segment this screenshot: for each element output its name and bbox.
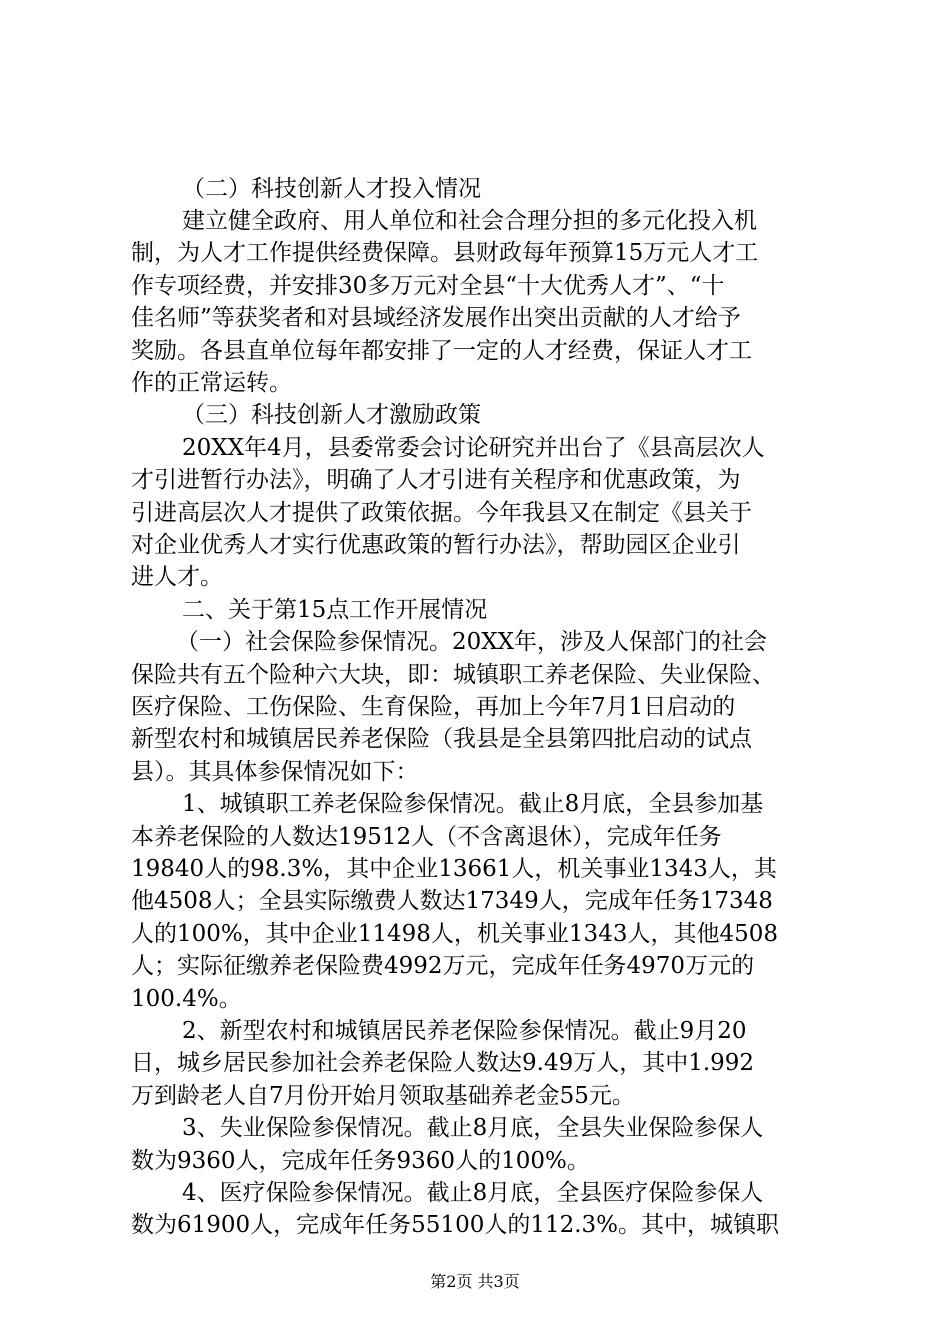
text-line: （三）科技创新人才激励政策: [182, 402, 481, 428]
text-line: 本养老保险的人数达19512人（不含离退休），完成年任务: [131, 824, 722, 850]
text-line: 对企业优秀人才实行优惠政策的暂行办法》，帮助园区企业引: [131, 532, 741, 558]
text-line: 作专项经费，并安排30多万元对全县“十大优秀人才”、“十: [131, 273, 725, 299]
text-line: 19840人的98.3%，其中企业13661人，机关事业1343人，其: [131, 856, 777, 882]
text-line: 人的100%，其中企业11498人，机关事业1343人，其他4508: [131, 921, 778, 947]
text-line: 县）。其具体参保情况如下：: [131, 759, 419, 785]
text-line: （一）社会保险参保情况。20XX年，涉及人保部门的社会: [176, 629, 768, 655]
text-line: 3、失业保险参保情况。截止8月底，全县失业保险参保人: [182, 1115, 764, 1141]
text-line: 4、医疗保险参保情况。截止8月底，全县医疗保险参保人: [182, 1180, 764, 1206]
text-line: 新型农村和城镇居民养老保险（我县是全县第四批启动的试点: [131, 726, 752, 752]
text-line: 建立健全政府、用人单位和社会合理分担的多元化投入机: [182, 208, 757, 234]
text-line: 制，为人才工作提供经费保障。县财政每年预算15万元人才工: [131, 240, 759, 266]
text-line: 人；实际征缴养老保险费4992万元，完成年任务4970万元的: [131, 953, 755, 979]
text-line: 他4508人；全县实际缴费人数达17349人，完成年任务17348: [131, 888, 773, 914]
text-line: 医疗保险、工伤保险、生育保险，再加上今年7月1日启动的: [131, 694, 736, 720]
text-line: 奖励。各县直单位每年都安排了一定的人才经费，保证人才工: [131, 338, 752, 364]
page-number-footer: 第2页 共3页: [430, 1272, 520, 1291]
text-line: 2、新型农村和城镇居民养老保险参保情况。截止9月20: [182, 1018, 747, 1044]
text-line: 日，城乡居民参加社会养老保险人数达9.49万人，其中1.992: [131, 1050, 755, 1076]
text-line: 佳名师”等获奖者和对县域经济发展作出突出贡献的人才给予: [131, 305, 741, 331]
section-heading: 二、关于第15点工作开展情况: [182, 597, 488, 623]
text-line: 1、城镇职工养老保险参保情况。截止8月底，全县参加基: [182, 791, 764, 817]
text-line: 作的正常运转。: [131, 370, 292, 396]
text-line: 数为61900人，完成年任务55100人的112.3%。其中，城镇职: [131, 1212, 780, 1238]
text-line: 100.4%。: [131, 986, 242, 1012]
text-line: 20XX年4月，县委常委会讨论研究并出台了《县高层次人: [182, 435, 765, 461]
text-line: 引进高层次人才提供了政策依据。今年我县又在制定《县关于: [131, 500, 752, 526]
text-line: 保险共有五个险种六大块，即：城镇职工养老保险、失业保险、: [131, 662, 775, 688]
text-line: （二）科技创新人才投入情况: [182, 176, 481, 202]
text-line: 数为9360人，完成年任务9360人的100%。: [131, 1148, 590, 1174]
text-line: 进人才。: [131, 564, 223, 590]
text-line: 才引进暂行办法》，明确了人才引进有关程序和优惠政策，为: [131, 467, 741, 493]
text-line: 万到龄老人自7月份开始月领取基础养老金55元。: [131, 1083, 635, 1109]
